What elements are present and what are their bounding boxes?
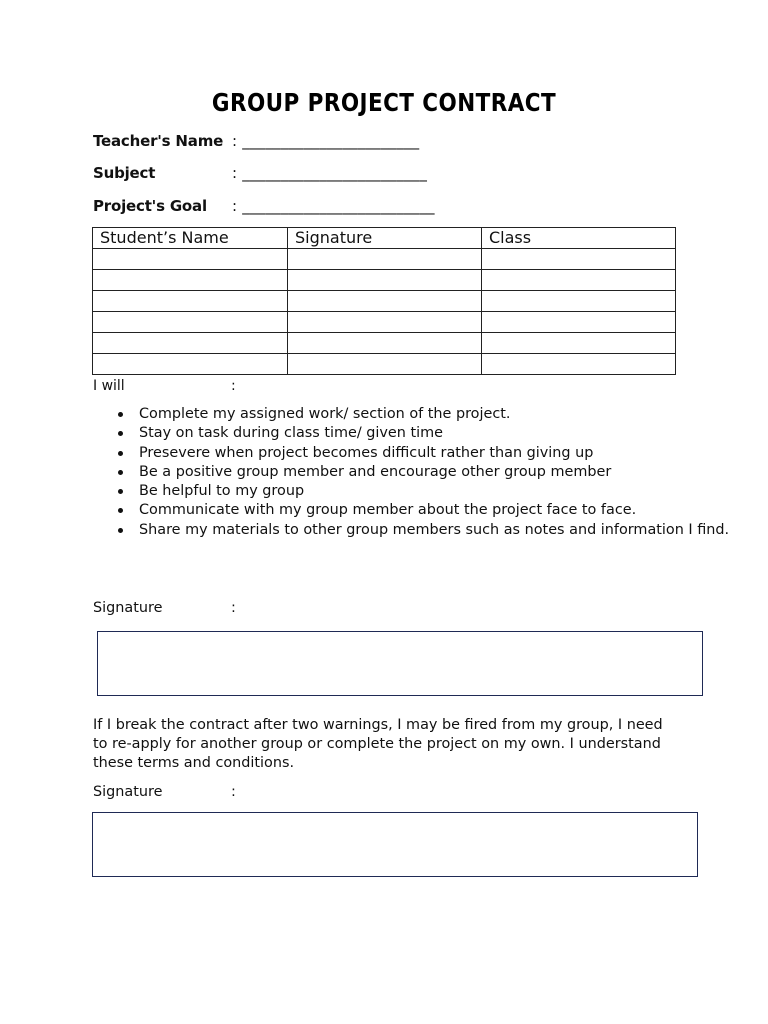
table-cell[interactable] (288, 354, 482, 375)
table-row (93, 270, 676, 291)
table-cell[interactable] (482, 354, 676, 375)
list-item: Share my materials to other group members such as notes and information I find. (139, 521, 739, 540)
table-cell[interactable] (93, 249, 288, 270)
subject-blank: : ________________________ (232, 164, 428, 182)
table-cell[interactable] (482, 249, 676, 270)
table-cell[interactable] (482, 270, 676, 291)
table-cell[interactable] (288, 333, 482, 354)
page-title: GROUP PROJECT CONTRACT (211, 88, 557, 117)
col-header-class: Class (482, 228, 676, 249)
signature-box-1[interactable] (97, 631, 703, 696)
table-cell[interactable] (93, 333, 288, 354)
table-cell[interactable] (288, 291, 482, 312)
table-header-row (93, 228, 676, 249)
project-goal-label: Project's Goal (93, 197, 207, 215)
list-item: Presevere when project becomes difficult rather than giving up (139, 444, 739, 463)
pledge-intro-colon: : (231, 378, 236, 394)
signature-label-1: Signature (93, 600, 163, 616)
table-row (93, 312, 676, 333)
list-item: Be a positive group member and encourage other group member (139, 463, 739, 482)
signature-label-2: Signature (93, 784, 163, 800)
list-item: Be helpful to my group (139, 482, 739, 501)
signature-colon-2: : (231, 784, 236, 800)
list-item: Complete my assigned work/ section of the project. (139, 405, 739, 424)
col-header-signature: Signature (288, 228, 482, 249)
table-cell[interactable] (93, 270, 288, 291)
signature-box-2[interactable] (92, 812, 698, 877)
teacher-name-blank: : _______________________ (232, 132, 420, 150)
terms-paragraph: If I break the contract after two warnings, I may be fired from my group, I need to re-apply for another group or complete the project on my own. I understand these terms and conditions. (93, 717, 663, 771)
pledge-intro: I will (93, 378, 125, 394)
table-row (93, 354, 676, 375)
table-cell[interactable] (93, 291, 288, 312)
table-cell[interactable] (288, 249, 482, 270)
table-row (93, 291, 676, 312)
students-table (92, 227, 676, 375)
table-cell[interactable] (482, 291, 676, 312)
table-cell[interactable] (93, 312, 288, 333)
project-goal-blank: : _________________________ (232, 197, 435, 215)
list-item: Stay on task during class time/ given time (139, 424, 739, 443)
table-cell[interactable] (482, 312, 676, 333)
table-cell[interactable] (93, 354, 288, 375)
table-row (93, 249, 676, 270)
teacher-name-label: Teacher's Name (93, 132, 224, 150)
pledge-list (93, 405, 739, 540)
table-cell[interactable] (288, 270, 482, 291)
col-header-student-name: Student’s Name (93, 228, 288, 249)
table-cell[interactable] (288, 312, 482, 333)
table-cell[interactable] (482, 333, 676, 354)
list-item: Communicate with my group member about the project face to face. (139, 501, 739, 520)
signature-colon-1: : (231, 600, 236, 616)
subject-label: Subject (93, 164, 156, 182)
table-row (93, 333, 676, 354)
